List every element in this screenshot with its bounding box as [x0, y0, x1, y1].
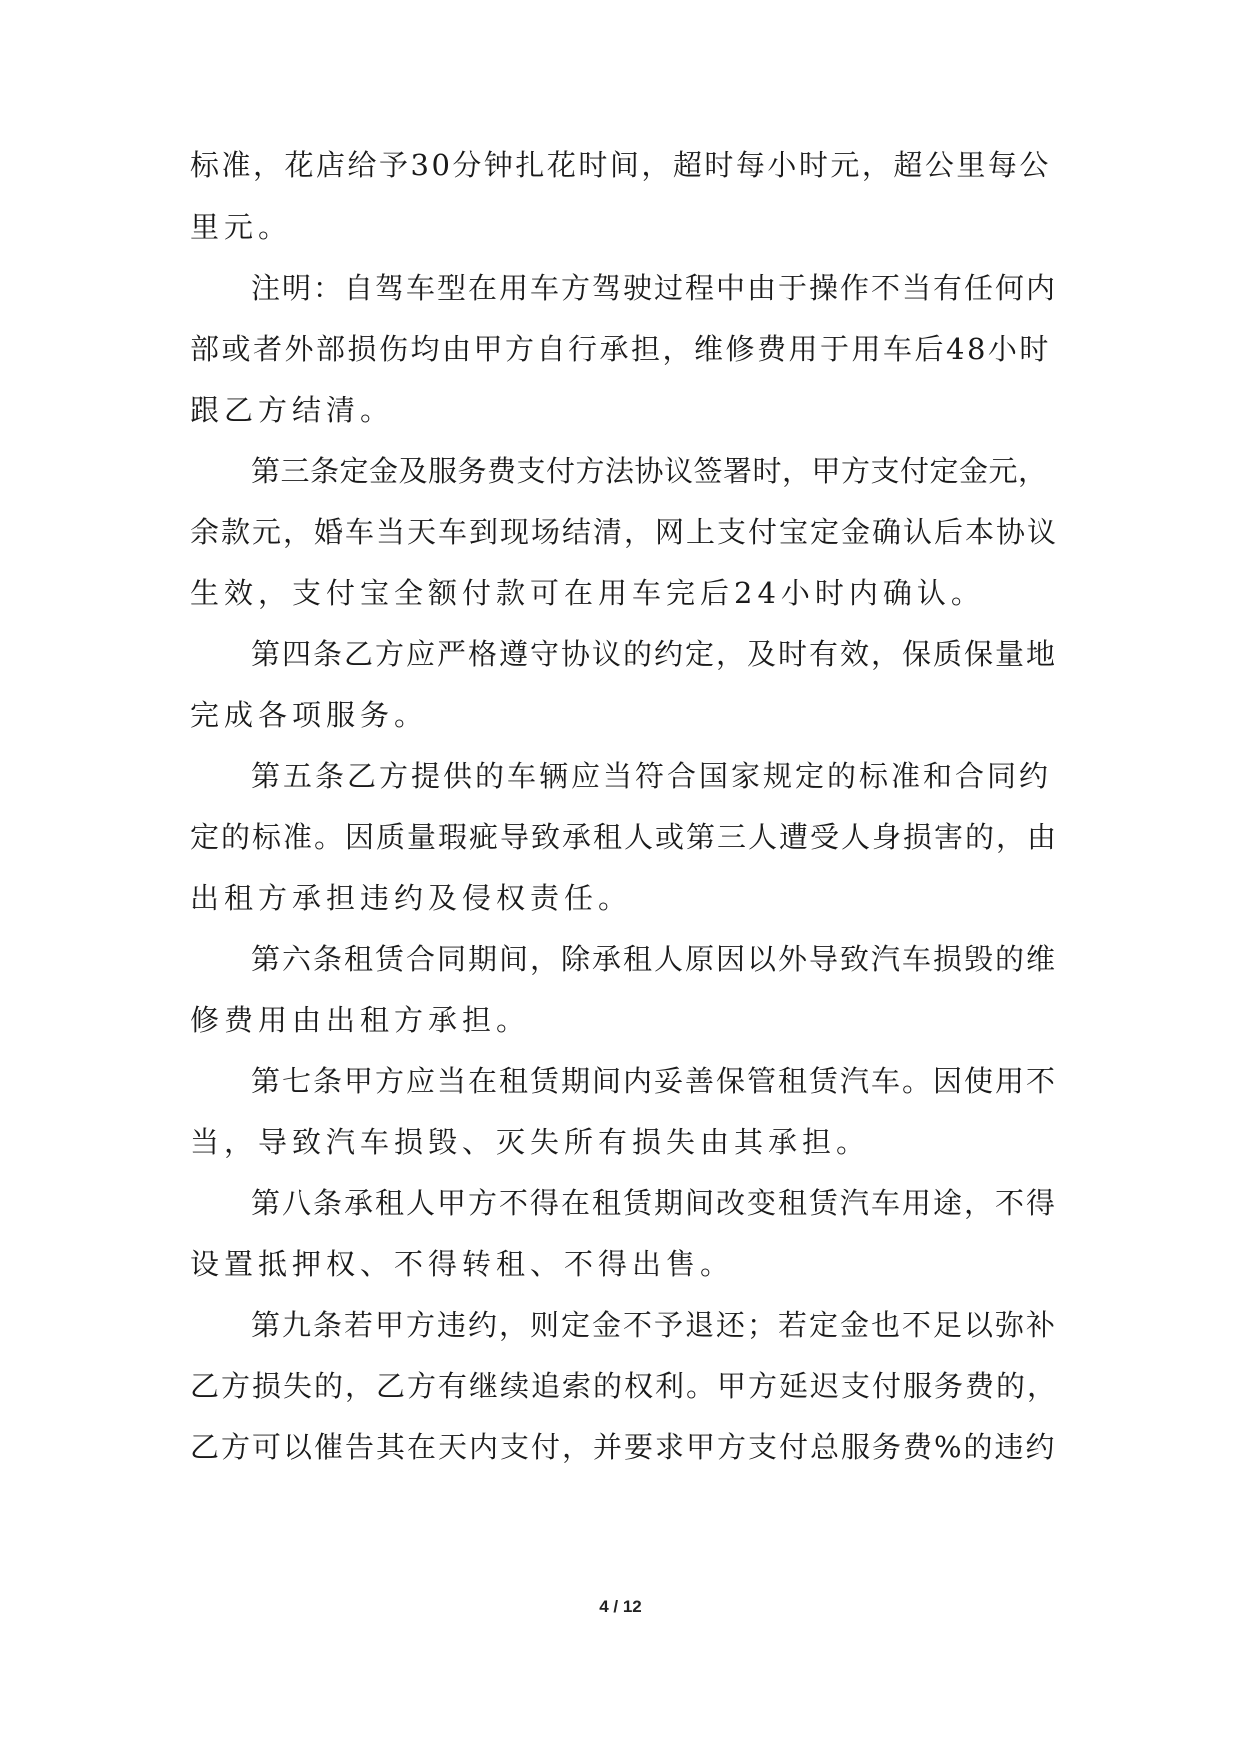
text-line: 余款元，婚车当天车到现场结清，网上支付宝定金确认后本协议	[190, 515, 1059, 549]
text-line: 第九条若甲方违约，则定金不予退还；若定金也不足以弥补	[251, 1308, 1058, 1342]
text-line: 跟乙方结清。	[190, 393, 395, 427]
text-line: 部或者外部损伤均由甲方自行承担，维修费用于用车后48小时	[190, 332, 1051, 366]
text-line: 里元。	[190, 210, 293, 244]
page-number: 4 / 12	[599, 1597, 642, 1616]
text-line: 乙方损失的，乙方有继续追索的权利。甲方延迟支付服务费的，	[190, 1369, 1059, 1403]
text-line: 注明：自驾车型在用车方驾驶过程中由于操作不当有任何内	[251, 271, 1058, 305]
text-line: 设置抵押权、不得转租、不得出售。	[190, 1247, 735, 1281]
text-line: 定的标准。因质量瑕疵导致承租人或第三人遭受人身损害的，由	[190, 820, 1059, 854]
text-line: 当，导致汽车损毁、灭失所有损失由其承担。	[190, 1125, 871, 1159]
text-line: 修费用由出租方承担。	[190, 1003, 531, 1037]
text-line: 第六条租赁合同期间，除承租人原因以外导致汽车损毁的维	[251, 942, 1058, 976]
text-line: 第七条甲方应当在租赁期间内妥善保管租赁汽车。因使用不	[251, 1064, 1058, 1098]
text-line: 生效，支付宝全额付款可在用车完后24小时内确认。	[190, 576, 985, 610]
text-line: 完成各项服务。	[190, 698, 429, 732]
text-line: 第四条乙方应严格遵守协议的约定，及时有效，保质保量地	[251, 637, 1058, 671]
text-line: 出租方承担违约及侵权责任。	[190, 881, 633, 915]
text-line: 第三条定金及服务费支付方法协议签署时，甲方支付定金元，	[251, 454, 1048, 488]
text-line: 第五条乙方提供的车辆应当符合国家规定的标准和合同约	[251, 759, 1052, 793]
text-line: 标准，花店给予30分钟扎花时间，超时每小时元，超公里每公	[190, 148, 1051, 182]
text-line: 第八条承租人甲方不得在租赁期间改变租赁汽车用途，不得	[251, 1186, 1058, 1220]
text-line: 乙方可以催告其在天内支付，并要求甲方支付总服务费%的违约	[190, 1430, 1057, 1464]
